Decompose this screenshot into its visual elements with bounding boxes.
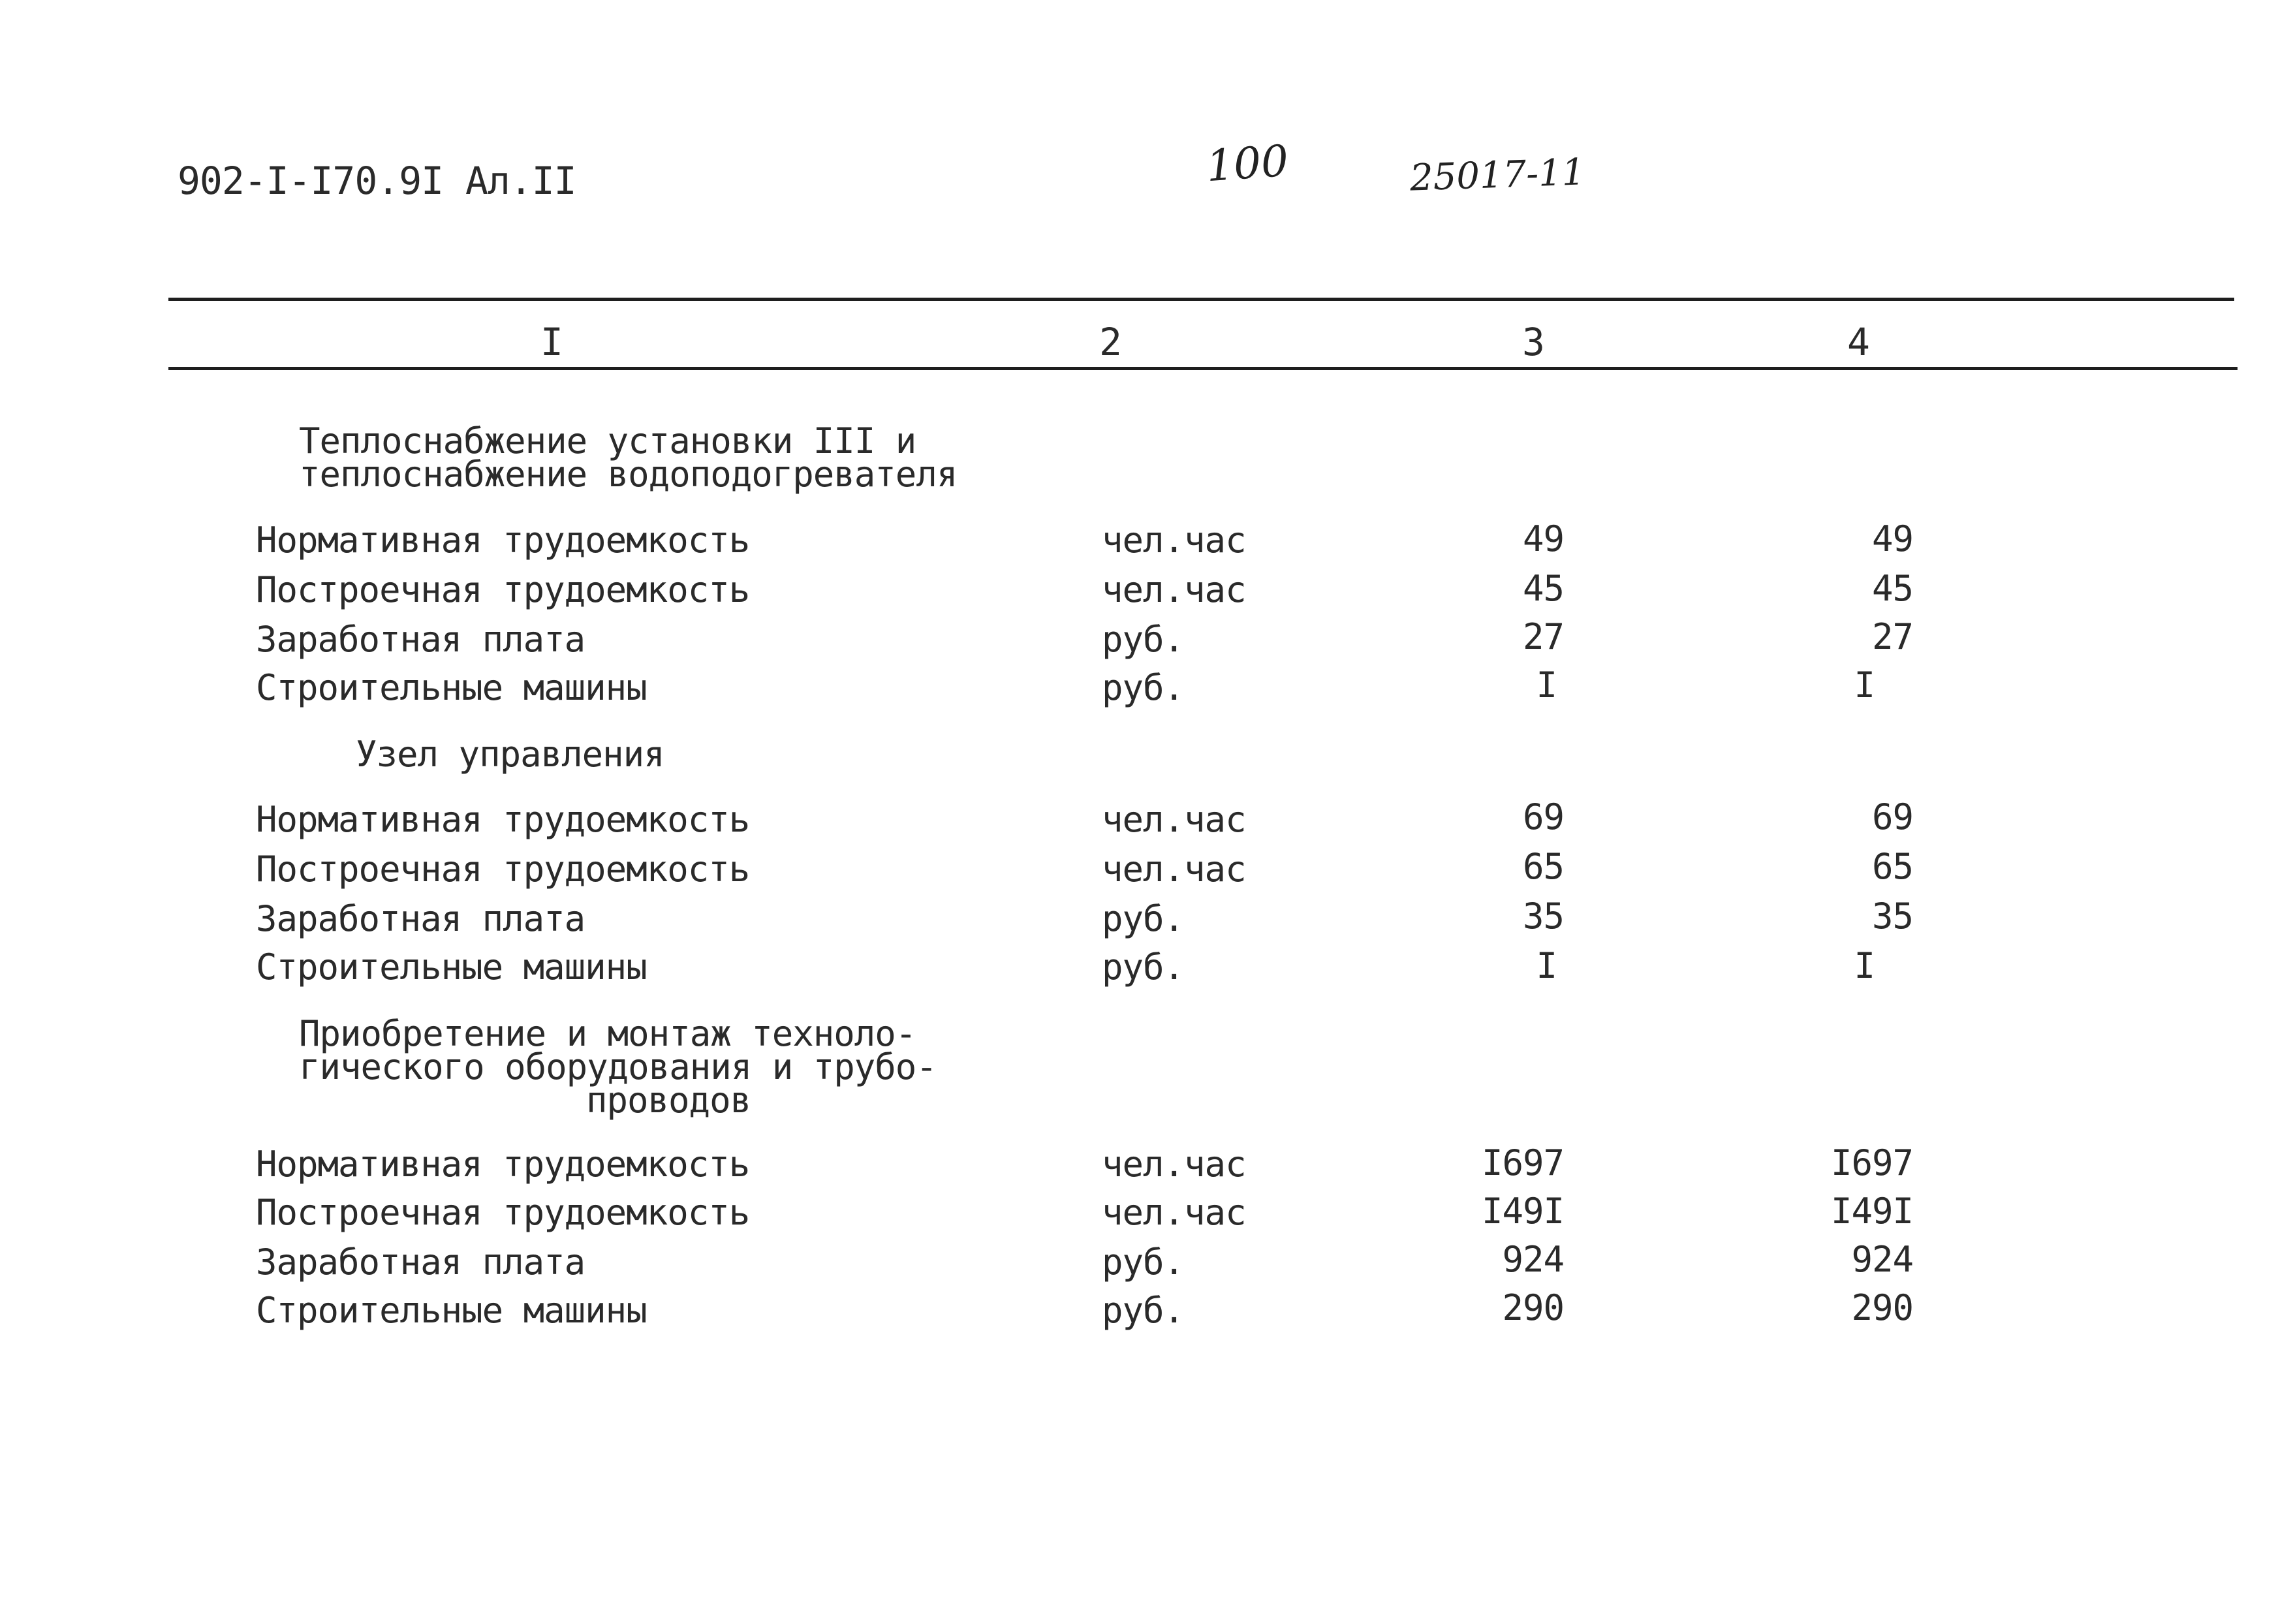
row-value-col4: 290 [1851, 1287, 1913, 1328]
row-unit: руб. [1102, 667, 1185, 708]
row-value-col4: I [1854, 945, 1875, 986]
handwritten-archive-number: 25017-11 [1409, 151, 1586, 200]
row-unit: руб. [1102, 1290, 1185, 1331]
row-value-col3: 49 [1522, 518, 1564, 559]
row-unit: чел.час [1102, 1144, 1246, 1185]
row-unit: руб. [1102, 619, 1185, 660]
section-title-line: Узел управления [356, 734, 664, 775]
row-unit: чел.час [1102, 849, 1246, 890]
row-unit: руб. [1102, 946, 1185, 988]
row-value-col3: 290 [1502, 1287, 1564, 1328]
row-value-col4: I49I [1830, 1191, 1913, 1232]
column-number-3: 3 [1522, 320, 1545, 364]
row-value-col4: 35 [1871, 896, 1913, 937]
row-name: Заработная плата [256, 898, 585, 939]
row-value-col3: I [1536, 945, 1557, 986]
section-title-line: гического оборудования и трубо- [299, 1046, 937, 1087]
row-value-col4: I [1854, 664, 1875, 706]
section-title-equipment-piping [299, 1013, 937, 1121]
section-title-line: Теплоснабжение установки III и [299, 420, 916, 461]
row-value-col4: 49 [1871, 518, 1913, 559]
column-number-4: 4 [1847, 320, 1870, 364]
row-name: Строительные машины [256, 946, 647, 988]
row-value-col4: 27 [1871, 616, 1913, 657]
row-value-col4: 65 [1871, 846, 1913, 887]
column-number-2: 2 [1099, 320, 1122, 364]
row-unit: руб. [1102, 1241, 1185, 1283]
row-unit: чел.час [1102, 520, 1246, 561]
row-value-col3: I49I [1481, 1191, 1564, 1232]
row-name: Заработная плата [256, 619, 585, 660]
row-unit: чел.час [1102, 1192, 1246, 1233]
table-header-rule [168, 367, 2238, 370]
table-top-rule [168, 298, 2234, 301]
row-name: Нормативная трудоемкость [256, 520, 750, 561]
section-title-heat-supply [299, 420, 958, 495]
section-title-control-unit [356, 734, 664, 775]
section-title-line: проводов [586, 1080, 751, 1121]
row-name: Построечная трудоемкость [256, 569, 750, 610]
row-name: Построечная трудоемкость [256, 1192, 750, 1233]
row-value-col3: 35 [1522, 896, 1564, 937]
row-name: Заработная плата [256, 1241, 585, 1283]
section-title-line: Приобретение и монтаж техноло- [299, 1013, 916, 1054]
row-value-col4: I697 [1830, 1142, 1913, 1183]
document-code: 902-I-I70.9I Ал.II [178, 159, 576, 203]
row-value-col3: 924 [1502, 1239, 1564, 1280]
section-title-line: теплоснабжение водоподогревателя [299, 454, 958, 495]
row-value-col4: 924 [1851, 1239, 1913, 1280]
handwritten-page-number: 100 [1204, 135, 1290, 192]
row-name: Построечная трудоемкость [256, 849, 750, 890]
row-value-col3: I [1536, 664, 1557, 706]
row-value-col4: 69 [1871, 796, 1913, 837]
row-name: Нормативная трудоемкость [256, 799, 750, 840]
column-number-1: I [540, 320, 563, 364]
row-unit: руб. [1102, 898, 1185, 939]
row-name: Нормативная трудоемкость [256, 1144, 750, 1185]
row-name: Строительные машины [256, 667, 647, 708]
row-value-col3: 27 [1522, 616, 1564, 657]
row-value-col3: 69 [1522, 796, 1564, 837]
row-value-col3: I697 [1481, 1142, 1564, 1183]
row-unit: чел.час [1102, 569, 1246, 610]
row-name: Строительные машины [256, 1290, 647, 1331]
row-unit: чел.час [1102, 799, 1246, 840]
row-value-col3: 65 [1522, 846, 1564, 887]
row-value-col3: 45 [1522, 568, 1564, 609]
row-value-col4: 45 [1871, 568, 1913, 609]
